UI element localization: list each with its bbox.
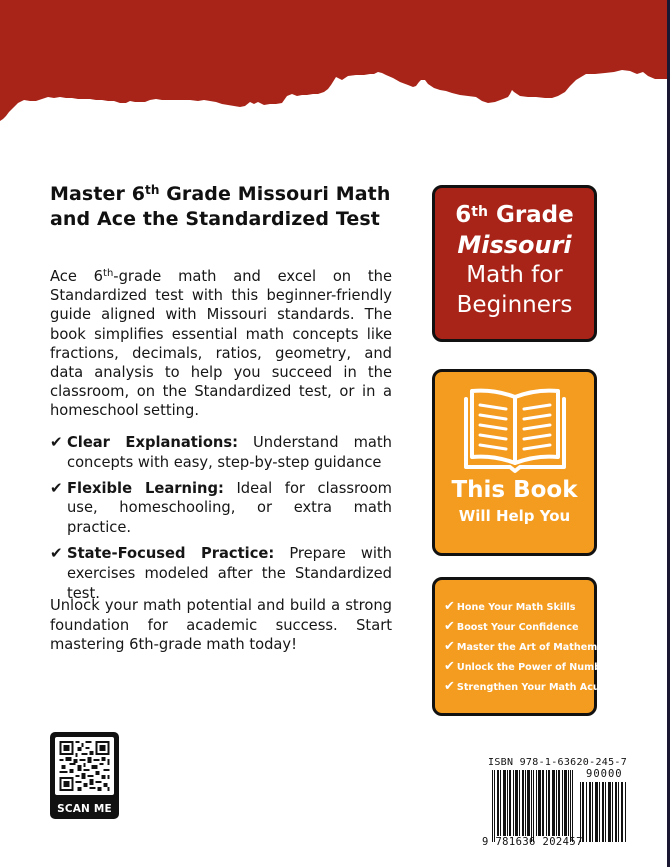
qr-code-badge[interactable] xyxy=(50,732,119,819)
benefit-label: Unlock the Power of Numbers xyxy=(456,662,618,673)
benefits-list xyxy=(444,597,623,697)
barcode-bars xyxy=(492,770,574,842)
feature-item xyxy=(50,544,392,603)
help-box-line1: This Book xyxy=(451,477,578,503)
benefit-label: Master the Art of Mathematics xyxy=(456,642,623,653)
title-line2: Missouri xyxy=(457,231,572,259)
benefit-item xyxy=(444,637,623,657)
check-icon: ✔ xyxy=(50,433,63,451)
open-book-icon xyxy=(460,387,570,474)
feature-title: Clear Explanations: xyxy=(67,434,238,451)
this-book-will-help-box xyxy=(432,369,597,556)
intro-sup: th xyxy=(103,268,114,279)
headline-line1-post: Grade Missouri Math xyxy=(159,183,391,205)
title-line1-sup: th xyxy=(471,204,488,220)
benefit-item xyxy=(444,617,623,637)
benefit-item xyxy=(444,677,623,697)
check-icon: ✔ xyxy=(50,478,63,497)
feature-text: Ideal for classroom use, homeschooling, or extra math practice. xyxy=(67,479,392,537)
benefit-label: Strengthen Your Math Acumen xyxy=(456,682,624,693)
title-line1-post: Grade xyxy=(487,202,574,228)
check-icon: ✔ xyxy=(444,599,455,614)
title-line1 xyxy=(435,200,594,230)
benefit-item xyxy=(444,597,623,617)
feature-list xyxy=(50,433,392,609)
scan-me-label: SCAN ME xyxy=(57,803,112,815)
qr-code-icon xyxy=(55,737,114,795)
book-title-box xyxy=(432,185,597,342)
closing-paragraph: Unlock your math potential and build a strong foundation for academic success. Start mastering 6th-grade math today! xyxy=(50,597,392,653)
check-icon: ✔ xyxy=(444,619,455,634)
barcode-number: 9 781636 202457 xyxy=(482,836,583,848)
help-box-line2: Will Help You xyxy=(458,507,571,525)
check-icon: ✔ xyxy=(444,679,455,694)
headline-line1-pre: Master 6 xyxy=(50,183,146,205)
torn-red-header-band xyxy=(0,0,667,125)
title-line1-pre: 6 xyxy=(455,202,472,228)
feature-title: Flexible Learning: xyxy=(67,479,224,497)
feature-text: Prepare with exercises modeled after the Standardized test. xyxy=(67,544,392,602)
headline-sup: th xyxy=(145,183,160,197)
addon-barcode-bars xyxy=(580,782,628,842)
feature-item xyxy=(50,433,392,473)
benefits-checklist-box xyxy=(432,577,624,716)
check-icon: ✔ xyxy=(444,659,455,674)
check-icon: ✔ xyxy=(444,639,455,654)
feature-item xyxy=(50,479,392,538)
headline-block xyxy=(50,182,395,232)
isbn-barcode xyxy=(482,757,632,849)
title-line3: Math for xyxy=(466,262,563,288)
benefit-label: Boost Your Confidence xyxy=(456,622,579,633)
qr-pattern xyxy=(55,737,114,795)
price-addon-number: 90000 xyxy=(586,768,623,780)
headline-line2: and Ace the Standardized Test xyxy=(50,208,380,230)
benefit-label: Hone Your Math Skills xyxy=(456,602,576,613)
feature-title: State-Focused Practice: xyxy=(67,544,275,562)
benefit-item xyxy=(444,657,623,677)
headline xyxy=(50,182,395,232)
feature-text: Understand math concepts with easy, step-by-step guidance xyxy=(67,434,392,471)
intro-paragraph xyxy=(50,267,392,421)
title-line4: Beginners xyxy=(456,292,573,318)
intro-post: -grade math and excel on the Standardized test with this beginner-friendly guide aligned with Missouri standards. The book simplifies essential math concepts like fractions, decimals, ratios, geometry, and data analysis to help you succeed in the classroom, on the Standardized test, or in a homeschool setting. xyxy=(50,268,392,420)
intro-pre: Ace 6 xyxy=(50,268,104,285)
isbn-label: ISBN 978-1-63620-245-7 xyxy=(488,757,628,768)
check-icon: ✔ xyxy=(50,543,63,562)
